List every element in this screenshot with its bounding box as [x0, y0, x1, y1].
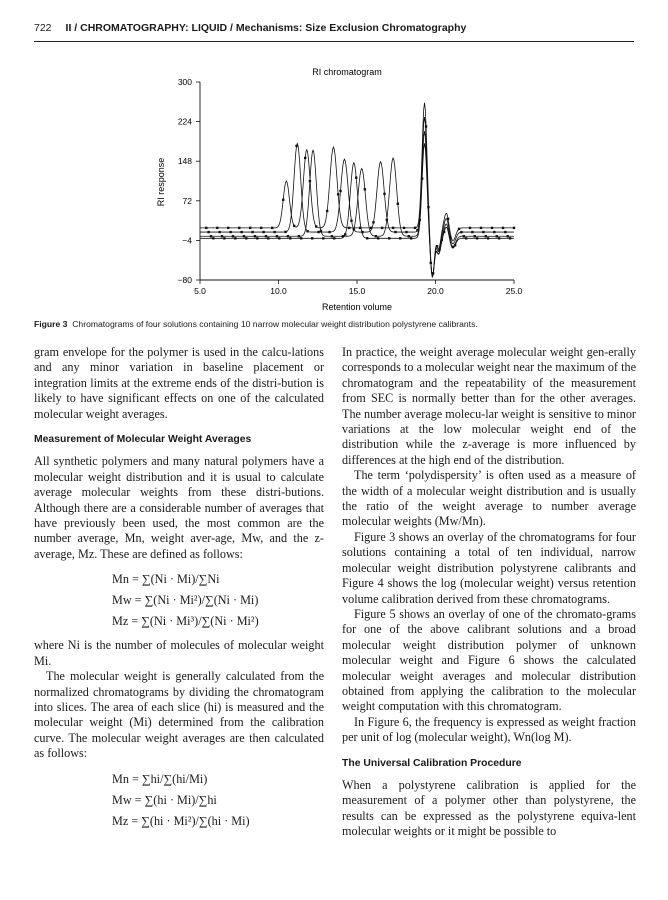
data-point [399, 237, 401, 239]
data-point [350, 220, 352, 222]
data-point [238, 227, 240, 229]
data-point [262, 231, 264, 233]
data-point [397, 203, 399, 205]
data-point [265, 235, 267, 237]
data-point [273, 231, 275, 233]
right-paragraph-2: The term ‘polydispersity’ is often used as a measure of the width of a molecular weight distribution and is usually the ratio of the weight average to number average molecular weights (Mw/Mn). [342, 468, 636, 529]
data-point [249, 227, 251, 229]
data-point [454, 244, 456, 246]
data-point [232, 235, 234, 237]
equation: Mz = ∑(hi · Mi²)/∑(hi · Mi) [112, 813, 250, 828]
y-tick-label: 224 [177, 116, 192, 127]
right-paragraph-1: In practice, the weight average molecular weight gen-erally corresponds to a molecular weight near the maximum of the chromatogram and the repeatability of the measurement from SEC is normally better than for the other averages. The number average molecu-lar weight is sensitive to minor variations at the low molecular weight end of the distribution while the z-average is more influenced by differences at the high end of the distribution. [342, 345, 636, 467]
data-point [221, 235, 223, 237]
data-point [383, 193, 385, 195]
data-point [256, 237, 258, 239]
data-point [218, 231, 220, 233]
data-point [223, 237, 225, 239]
chromatogram-chart [150, 62, 523, 312]
data-point [403, 227, 405, 229]
right-paragraph-6: When a polystyrene calibration is applied for the measurement of a polymer other than polystyrene, the results can be expressed as the polystyrene equiva-lent molecular weights or it might be possible to [342, 777, 636, 839]
data-point [487, 237, 489, 239]
x-axis-label: Retention volume [321, 302, 393, 312]
data-point [317, 231, 319, 233]
data-point [337, 193, 339, 195]
equation: Mz = ∑(Ni · Mi³)/∑(Ni · Mi²) [112, 614, 259, 629]
data-point [410, 237, 412, 239]
data-point [509, 237, 511, 239]
data-point [245, 237, 247, 239]
data-point [414, 227, 416, 229]
data-point [293, 225, 295, 227]
data-point [493, 231, 495, 233]
y-tick-label: −4 [182, 235, 192, 246]
data-point [322, 237, 324, 239]
data-point [463, 235, 465, 237]
data-point [289, 237, 291, 239]
section-heading-universal-calibration: The Universal Calibration Procedure [342, 757, 522, 769]
data-point [295, 145, 297, 147]
data-point [392, 227, 394, 229]
data-point [309, 180, 311, 182]
data-point [491, 227, 493, 229]
chromatogram-trace [200, 117, 514, 277]
data-point [502, 227, 504, 229]
equation-block-2 [112, 769, 324, 832]
data-point [278, 237, 280, 239]
data-point [353, 228, 355, 230]
data-point [212, 237, 214, 239]
running-title: II / CHROMATOGRAPHY: LIQUID / Mechanisms: Size Exclusion Chromatography [65, 22, 467, 34]
data-point [339, 190, 341, 192]
data-point [287, 235, 289, 237]
data-point [267, 237, 269, 239]
data-point [311, 237, 313, 239]
data-point [498, 237, 500, 239]
figure-caption [34, 319, 639, 329]
data-point [458, 228, 460, 230]
data-point [485, 235, 487, 237]
x-tick-label: 25.0 [505, 286, 523, 296]
data-point [298, 235, 300, 237]
data-point [388, 237, 390, 239]
data-point [260, 227, 262, 229]
data-point [227, 227, 229, 229]
caption-label: Figure 3 [34, 319, 68, 329]
data-point [216, 227, 218, 229]
data-point [207, 231, 209, 233]
data-point [344, 233, 346, 235]
data-point [276, 235, 278, 237]
data-point [469, 227, 471, 229]
data-point [496, 235, 498, 237]
data-point [234, 237, 236, 239]
data-point [366, 237, 368, 239]
data-point [348, 227, 350, 229]
data-point [364, 188, 366, 190]
y-tick-label: 72 [182, 195, 192, 206]
data-point [355, 176, 357, 178]
data-point [300, 237, 302, 239]
right-paragraph-5: In Figure 6, the frequency is expressed as weight fraction per unit of log (molecular weight), Wn(log M). [342, 714, 636, 745]
data-point [372, 221, 374, 223]
data-point [304, 157, 306, 159]
x-tick-label: 5.0 [194, 286, 206, 296]
equation-block-1 [112, 569, 324, 632]
data-point [377, 237, 379, 239]
data-point [375, 235, 377, 237]
left-paragraph-3: where Ni is the number of molecules of molecular weight Mi. [34, 638, 324, 668]
data-point [282, 199, 284, 201]
data-point [421, 177, 423, 179]
data-point [465, 237, 467, 239]
y-tick-label: −80 [177, 275, 192, 285]
data-point [333, 237, 335, 239]
data-point [328, 231, 330, 233]
data-point [443, 231, 445, 233]
left-column [34, 345, 324, 838]
data-point [394, 231, 396, 233]
data-point [405, 231, 407, 233]
data-point [284, 231, 286, 233]
data-point [408, 235, 410, 237]
data-point [326, 210, 328, 212]
equation: Mw = ∑(Ni · Mi²)/∑(Ni · Mi) [112, 593, 259, 608]
section-heading-mw-averages: Measurement of Molecular Weight Averages [34, 434, 252, 446]
data-point [205, 227, 207, 229]
left-paragraph-1: gram envelope for the polymer is used in the calcu-lations and any minor variation in baseline placement or integration limits at the extreme ends of the distri-bution is likely to have significant effects on one of the calculated molecular weight averages. [34, 345, 324, 421]
equation: Mn = ∑hi/∑(hi/Mi) [112, 771, 208, 786]
data-point [476, 237, 478, 239]
data-point [386, 219, 388, 221]
data-point [513, 227, 515, 229]
data-point [306, 230, 308, 232]
right-paragraph-4: Figure 5 shows an overlay of one of the chromato-grams for one of the above calibrant solutions and a broad molecular weight distribution polymer of unknown molecular weight and Figure 6 shows the calculated molecular weight averages and molecular distribution obtained from applying the calibration to the molecular weight computation with this chromatogram. [342, 606, 636, 714]
data-point [315, 225, 317, 227]
x-tick-label: 10.0 [270, 286, 287, 296]
left-paragraph-4: The molecular weight is generally calculated from the normalized chromatograms by dividing the chromatogram into slices. The area of each slice (hi) is measured and the molecular weight (Mi) determined from the calibration curve. The molecular weight averages are then calculated as follows: [34, 669, 324, 761]
data-point [460, 231, 462, 233]
y-tick-label: 300 [177, 77, 192, 87]
data-point [474, 235, 476, 237]
right-paragraph-3: Figure 3 shows an overlay of the chromatograms for four solutions containing a total of ten individual, narrow molecular weight distribution polystyrene calibrants and Figure 4 shows the log (molecular weight) versus retention volume calibration derived from these chromatograms. [342, 529, 636, 606]
y-axis-label: RI response [156, 157, 166, 207]
chart-title: RI chromatogram [312, 67, 382, 77]
data-point [243, 235, 245, 237]
data-point [210, 235, 212, 237]
data-point [507, 235, 509, 237]
data-point [240, 231, 242, 233]
header-rule [34, 41, 634, 42]
x-tick-label: 20.0 [427, 286, 444, 296]
x-tick-label: 15.0 [348, 286, 366, 296]
data-point [381, 227, 383, 229]
caption-text: Chromatograms of four solutions containing 10 narrow molecular weight distribution polystyrene calibrants. [72, 319, 478, 329]
y-tick-label: 148 [177, 156, 192, 167]
data-point [251, 231, 253, 233]
chromatogram-trace [200, 131, 514, 277]
data-point [482, 231, 484, 233]
running-header [34, 22, 634, 34]
left-paragraph-2: All synthetic polymers and many natural polymers have a molecular weight distribution and it is usual to calculate average molecular weights from these distri-butions. Although there are a considerable number of averages that have previously been used, the most common are the number average, Mn, weight aver-age, Mw, and the z-average, Mz. These are defined as follows: [34, 454, 324, 561]
data-point [432, 272, 434, 274]
data-point [480, 227, 482, 229]
right-column [342, 345, 636, 840]
data-point [436, 245, 438, 247]
data-point [229, 231, 231, 233]
page-number: 722 [34, 22, 52, 34]
data-point [331, 235, 333, 237]
equation: Mw = ∑(hi · Mi)/∑hi [112, 792, 217, 807]
data-point [471, 231, 473, 233]
data-point [271, 227, 273, 229]
data-point [320, 230, 322, 232]
data-point [254, 235, 256, 237]
equation: Mn = ∑(Ni · Mi)/∑Ni [112, 572, 220, 587]
data-point [504, 231, 506, 233]
